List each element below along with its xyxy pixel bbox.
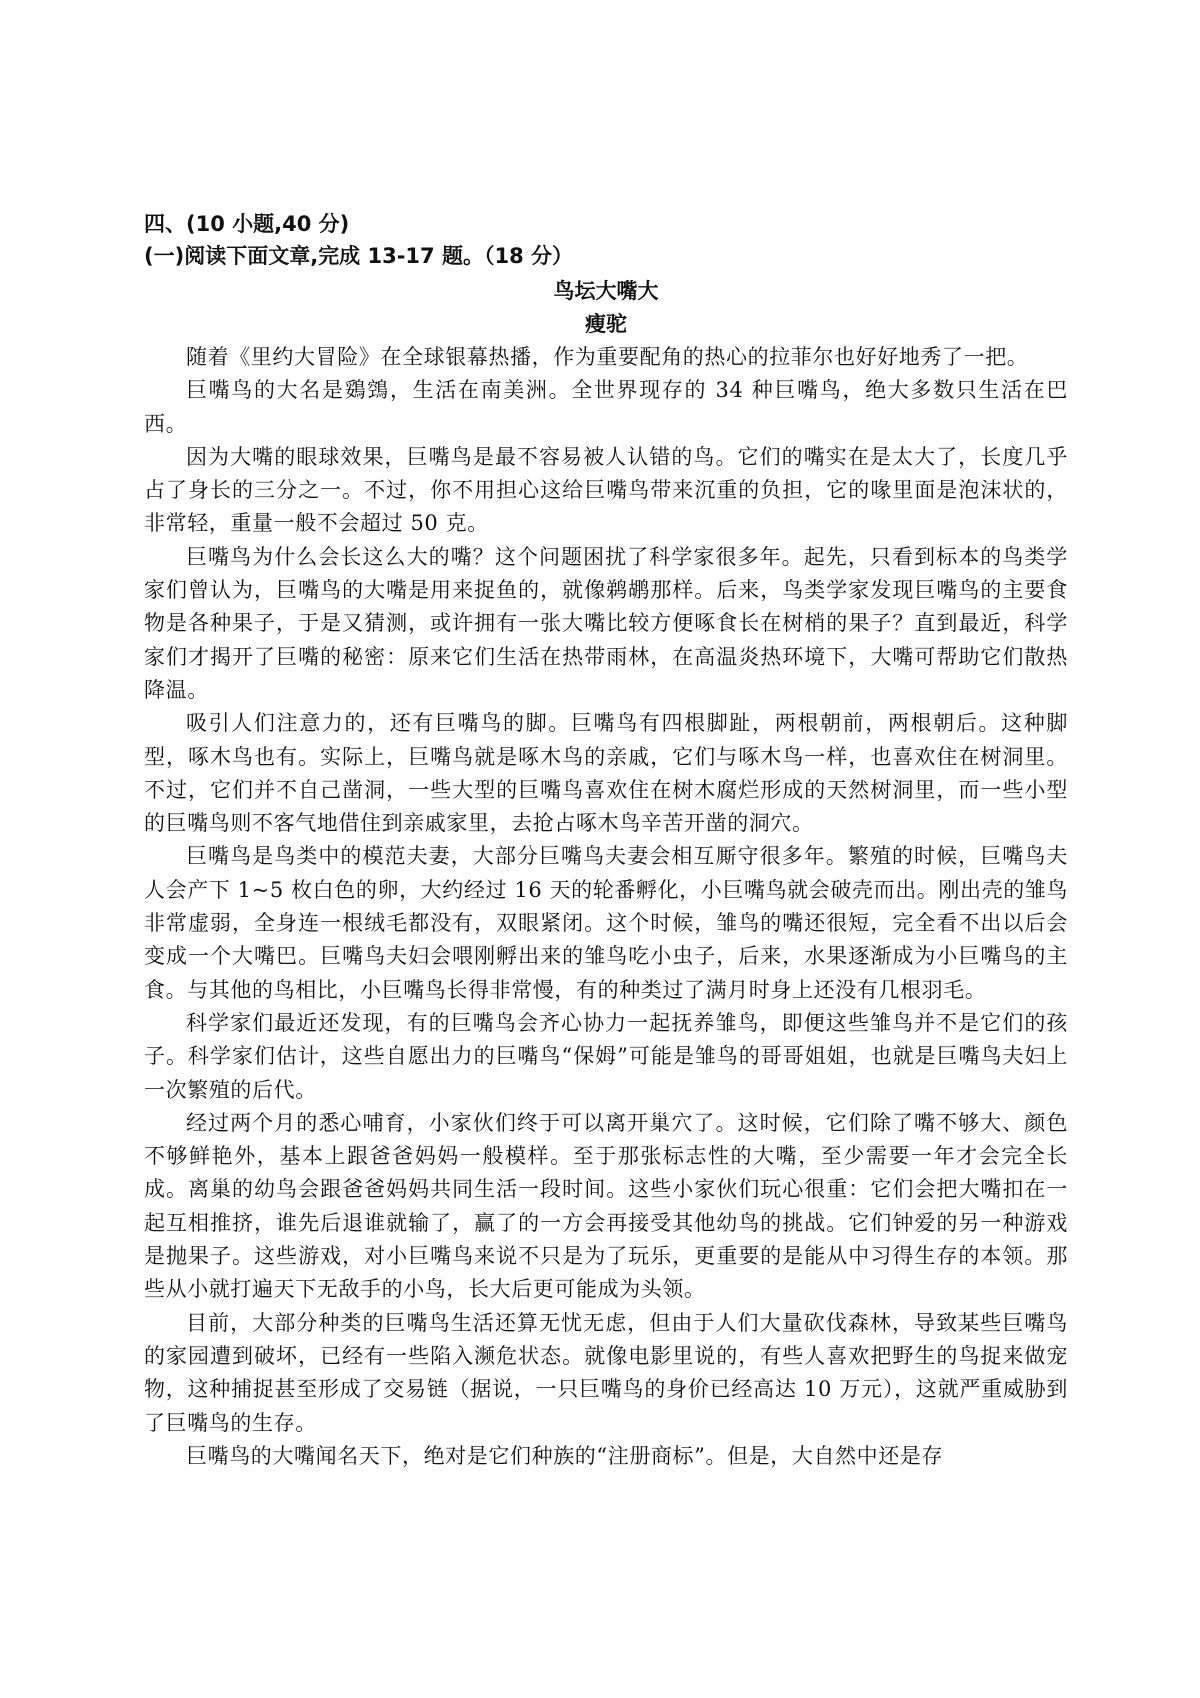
section-heading: 四、(10 小题,40 分)	[144, 212, 350, 236]
paragraph: 巨嘴鸟的大名是鵎鵼，生活在南美洲。全世界现存的 34 种巨嘴鸟，绝大多数只生活在巴西。	[144, 378, 1068, 436]
paragraph: 随着《里约大冒险》在全球银幕热播，作为重要配角的热心的拉菲尔也好好地秀了一把。	[186, 345, 1029, 369]
article-body	[144, 341, 1068, 1473]
paragraph: 巨嘴鸟的大嘴闻名天下，绝对是它们种族的“注册商标”。但是，大自然中还是存	[186, 1443, 944, 1468]
paragraph: 因为大嘴的眼球效果，巨嘴鸟是最不容易被人认错的鸟。它们的嘴实在是太大了，长度几乎占了身长的三分之一。不过，你不用担心这给巨嘴鸟带来沉重的负担，它的喙里面是泡沫状的，非常轻，重量一般不会超过 50 克。	[144, 444, 1068, 536]
paragraph: 吸引人们注意力的，还有巨嘴鸟的脚。巨嘴鸟有四根脚趾，两根朝前，两根朝后。这种脚型，啄木鸟也有。实际上，巨嘴鸟就是啄木鸟的亲戚，它们与啄木鸟一样，也喜欢住在树洞里。不过，它们并不自己凿洞，一些大型的巨嘴鸟喜欢住在树木腐烂形成的天然树洞里，而一些小型的巨嘴鸟则不客气地借住到亲戚家里，去抢占啄木鸟辛苦开凿的洞穴。	[144, 711, 1068, 836]
paragraph: 科学家们最近还发现，有的巨嘴鸟会齐心协力一起抚养雏鸟，即便这些雏鸟并不是它们的孩子。科学家们估计，这些自愿出力的巨嘴鸟“保姆”可能是雏鸟的哥哥姐姐，也就是巨嘴鸟夫妇上一次繁殖的后代。	[144, 1010, 1068, 1102]
article-author: 瘦驼	[585, 312, 627, 336]
paragraph: 巨嘴鸟是鸟类中的模范夫妻，大部分巨嘴鸟夫妻会相互厮守很多年。繁殖的时候，巨嘴鸟夫人会产下 1~5 枚白色的卵，大约经过 16 天的轮番孵化，小巨嘴鸟就会破壳而出。刚出壳的雏鸟非常虚弱，全身连一根绒毛都没有，双眼紧闭。这个时候，雏鸟的嘴还很短，完全看不出以后会变成一个大嘴巴。巨嘴鸟夫妇会喂刚孵出来的雏鸟吃小虫子，后来，水果逐渐成为小巨嘴鸟的主食。与其他的鸟相比，小巨嘴鸟长得非常慢，有的种类过了满月时身上还没有几根羽毛。	[144, 844, 1068, 1002]
document-page	[144, 198, 1068, 1473]
paragraph: 经过两个月的悉心哺育，小家伙们终于可以离开巢穴了。这时候，它们除了嘴不够大、颜色不够鲜艳外，基本上跟爸爸妈妈一般模样。至于那张标志性的大嘴，至少需要一年才会完全长成。离巢的幼鸟会跟爸爸妈妈共同生活一段时间。这些小家伙们玩心很重：它们会把大嘴扣在一起互相推挤，谁先后退谁就输了，赢了的一方会再接受其他幼鸟的挑战。它们钟爱的另一种游戏是抛果子。这些游戏，对小巨嘴鸟来说不只是为了玩乐，更重要的是能从中习得生存的本领。那些从小就打遍天下无敌手的小鸟，长大后更可能成为头领。	[144, 1110, 1068, 1302]
reading-instruction: (一)阅读下面文章,完成 13-17 题。（18 分）	[144, 244, 573, 268]
paragraph: 目前，大部分种类的巨嘴鸟生活还算无忧无虑，但由于人们大量砍伐森林，导致某些巨嘴鸟的家园遭到破坏，已经有一些陷入濒危状态。就像电影里说的，有些人喜欢把野生的鸟捉来做宠物，这种捕捉甚至形成了交易链（据说，一只巨嘴鸟的身价已经高达 10 万元），这就严重威胁到了巨嘴鸟的生存。	[144, 1310, 1068, 1435]
article-title: 鸟坛大嘴大	[553, 279, 659, 303]
paragraph: 巨嘴鸟为什么会长这么大的嘴？这个问题困扰了科学家很多年。起先，只看到标本的鸟类学家们曾认为，巨嘴鸟的大嘴是用来捉鱼的，就像鹈鹕那样。后来，鸟类学家发现巨嘴鸟的主要食物是各种果子，于是又猜测，或许拥有一张大嘴比较方便啄食长在树梢的果子？直到最近，科学家们才揭开了巨嘴的秘密：原来它们生活在热带雨林，在高温炎热环境下，大嘴可帮助它们散热降温。	[144, 544, 1068, 702]
